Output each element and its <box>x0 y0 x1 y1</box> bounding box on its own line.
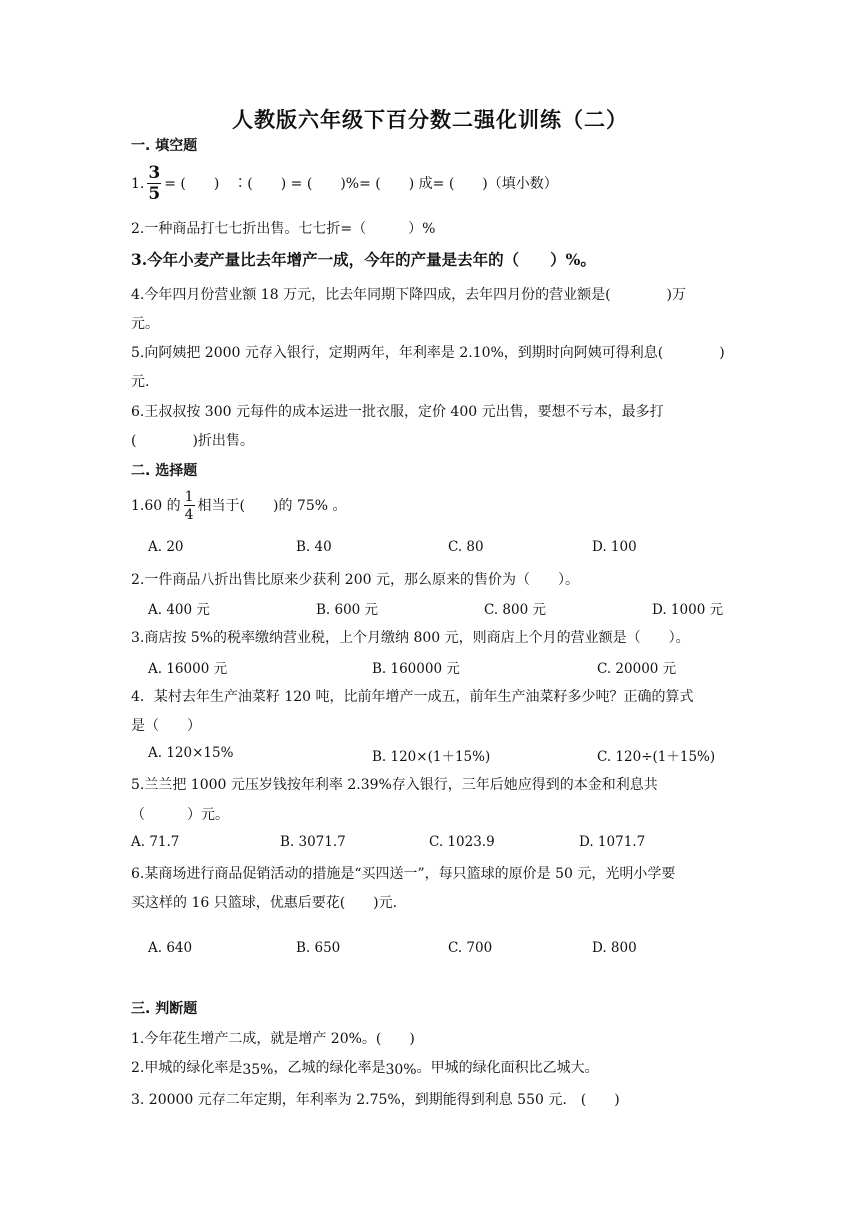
choice-question-6-line-2: 买这样的 16 只篮球，优惠后要花( )元. <box>131 895 398 911</box>
question-prefix: 1.60 的 <box>131 498 181 514</box>
choice-question-5-line-2: （ ）元。 <box>131 807 229 823</box>
choice-1-option-d: D. 100 <box>592 539 637 555</box>
choice-3-option-b: B. 160000 元 <box>372 661 460 677</box>
choice-6-option-b: B. 650 <box>296 940 341 956</box>
page-title: 人教版六年级下百分数二强化训练（二） <box>232 107 628 132</box>
choice-question-5-line-1: 5.兰兰把 1000 元压岁钱按年利率 2.39%存入银行，三年后她应得到的本金和利息共 <box>131 777 658 793</box>
choice-question-2: 2.一件商品八折出售比原来少获利 200 元，那么原来的售价为（ ）。 <box>131 572 579 588</box>
choice-5-option-b: B. 3071.7 <box>280 834 346 850</box>
fill-question-1 <box>131 165 558 203</box>
choice-6-option-a: A. 640 <box>148 940 193 956</box>
fill-question-4-line-1: 4.今年四月份营业额 18 万元，比去年同期下降四成，去年四月份的营业额是( )万 <box>131 287 686 303</box>
choice-5-option-c: C. 1023.9 <box>429 834 495 850</box>
judge-question-2 <box>131 1057 599 1078</box>
question-number: 1. <box>131 176 145 192</box>
choice-6-option-c: C. 700 <box>448 940 493 956</box>
choice-2-option-d: D. 1000 元 <box>652 602 724 618</box>
fraction-denominator: 5 <box>148 184 161 204</box>
fill-question-6-line-2: ( )折出售。 <box>131 433 254 449</box>
choice-1-option-a: A. 20 <box>148 539 184 555</box>
section-judgement-heading: 三. 判断题 <box>131 1001 198 1017</box>
section-fill-in-heading: 一. 填空题 <box>131 138 198 154</box>
choice-question-1 <box>131 490 347 522</box>
fraction-three-fifths <box>147 165 161 203</box>
judge-question-3: 3. 20000 元存二年定期，年利率为 2.75%，到期能得到利息 550 元. ( ) <box>131 1092 620 1108</box>
text-part: 2.甲城的绿化率是 <box>131 1060 243 1076</box>
fill-question-5-line-1: 5.向阿姨把 2000 元存入银行，定期两年，年利率是 2.10%，到期时向阿姨可得利息( ) <box>131 345 725 361</box>
percent-35: 35% <box>242 1062 274 1078</box>
text-part: 。甲城的绿化面积比乙城大。 <box>416 1060 599 1076</box>
question-text: = ( ) ∶( ) = ( )%= ( ) 成= ( )（填小数） <box>164 176 558 192</box>
fraction-one-quarter <box>184 490 195 522</box>
fill-question-3: 3.今年小麦产量比去年增产一成，今年的产量是去年的（ ）%。 <box>131 250 596 269</box>
choice-5-option-d: D. 1071.7 <box>579 834 646 850</box>
choice-1-option-c: C. 80 <box>448 539 484 555</box>
fraction-numerator: 1 <box>184 489 194 505</box>
percent-30: 30% <box>385 1062 417 1078</box>
choice-2-option-c: C. 800 元 <box>484 602 546 618</box>
choice-4-option-b: B. 120×(1＋15%) <box>372 749 491 765</box>
choice-1-option-b: B. 40 <box>296 539 332 555</box>
choice-5-option-a: A. 71.7 <box>131 834 180 850</box>
fill-question-6-line-1: 6.王叔叔按 300 元每件的成本运进一批衣服，定价 400 元出售，要想不亏本，最多打 <box>131 404 664 420</box>
choice-question-6-line-1: 6.某商场进行商品促销活动的措施是“买四送一”，每只篮球的原价是 50 元，光明小学要 <box>131 866 676 882</box>
choice-2-option-b: B. 600 元 <box>316 602 379 618</box>
fraction-numerator: 3 <box>148 163 161 183</box>
choice-2-option-a: A. 400 元 <box>148 602 210 618</box>
choice-4-option-a: A. 120×15% <box>148 745 234 761</box>
fill-question-4-line-2: 元。 <box>131 316 159 332</box>
choice-3-option-c: C. 20000 元 <box>597 661 677 677</box>
choice-question-4-line-1: 4．某村去年生产油菜籽 120 吨，比前年增产一成五，前年生产油菜籽多少吨？正确的算式 <box>131 689 694 705</box>
question-suffix: 相当于( )的 75% 。 <box>197 498 347 514</box>
judge-question-1: 1.今年花生增产二成，就是增产 20%。( ) <box>131 1031 415 1047</box>
choice-4-option-c: C. 120÷(1＋15%) <box>597 749 716 765</box>
section-choice-heading: 二. 选择题 <box>131 463 198 479</box>
fill-question-2: 2.一种商品打七七折出售。七七折=（ ）% <box>131 221 436 237</box>
choice-question-4-line-2: 是（ ） <box>131 718 201 734</box>
fill-question-5-line-2: 元. <box>131 374 150 390</box>
fraction-denominator: 4 <box>184 507 194 523</box>
choice-3-option-a: A. 16000 元 <box>148 661 228 677</box>
choice-question-3: 3.商店按 5%的税率缴纳营业税，上个月缴纳 800 元，则商店上个月的营业额是（ ）。 <box>131 630 690 646</box>
text-part: ，乙城的绿化率是 <box>273 1060 386 1076</box>
choice-6-option-d: D. 800 <box>592 940 637 956</box>
